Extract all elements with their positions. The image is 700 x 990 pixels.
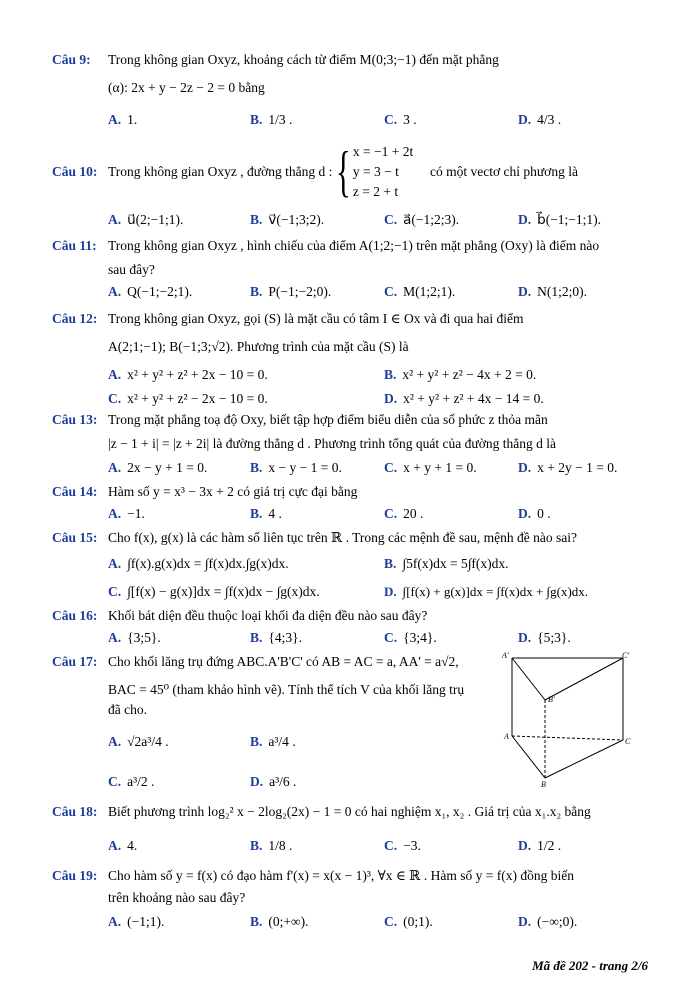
question-stem: Trong không gian Oxyz, gọi (S) là mặt cầu có tâm I ∈ Ox và đi qua hai điểm [108, 311, 524, 326]
question-stem: Trong không gian Oxyz , hình chiếu của điểm A(1;2;−1) trên mặt phẳng (Oxy) là điểm nào [108, 238, 600, 253]
option-a[interactable]: A. 1. [108, 112, 138, 127]
question-label: Câu 19: [52, 868, 98, 883]
question-stem: Trong mặt phẳng toạ độ Oxy, biết tập hợp điểm biểu diễn của số phức z thỏa mãn [108, 412, 548, 427]
option-b[interactable]: B. v⃗(−1;3;2). [250, 212, 325, 227]
question-stem: Trong không gian Oxyz , đường thẳng d : [108, 164, 333, 179]
option-b[interactable]: B. {4;3}. [250, 630, 302, 645]
label-b: B [541, 780, 546, 789]
question-label: Câu 14: [52, 484, 98, 499]
question-label: Câu 16: [52, 608, 98, 623]
equation-system: { x = −1 + 2t y = 3 − t z = 2 + t [336, 141, 414, 203]
option-a[interactable]: A. √2a³/4 . [108, 734, 169, 749]
option-d[interactable]: D. b⃗(−1;−1;1). [518, 212, 602, 227]
option-d[interactable]: D. x² + y² + z² + 4x − 14 = 0. [384, 391, 544, 406]
question-stem: (α): 2x + y − 2z − 2 = 0 bằng [108, 80, 265, 95]
label-a-prime: A' [502, 651, 509, 660]
option-a[interactable]: A. ∫f(x).g(x)dx = ∫f(x)dx.∫g(x)dx. [108, 556, 289, 571]
option-b[interactable]: B. x − y − 1 = 0. [250, 460, 342, 475]
option-c[interactable]: C. (0;1). [384, 914, 433, 929]
question-stem: Hàm số y = x³ − 3x + 2 có giá trị cực đại bằng [108, 484, 358, 499]
question-stem: Trong không gian Oxyz, khoảng cách từ điểm M(0;3;−1) đến mặt phẳng [108, 52, 499, 67]
question-stem: trên khoảng nào sau đây? [108, 890, 246, 905]
question-stem: Cho khối lăng trụ đứng ABC.A'B'C' có AB = AC = a, AA' = a√2, [108, 654, 459, 669]
option-d[interactable]: D. N(1;2;0). [518, 284, 587, 299]
option-c[interactable]: C. {3;4}. [384, 630, 437, 645]
option-c[interactable]: C. a⃗(−1;2;3). [384, 212, 460, 227]
option-a[interactable]: A. 4. [108, 838, 138, 853]
question-label: Câu 18: [52, 804, 98, 819]
page-footer: Mã đề 202 - trang 2/6 [532, 958, 648, 973]
question-label: Câu 11: [52, 238, 97, 253]
question-stem: |z − 1 + i| = |z + 2i| là đường thẳng d . Phương trình tổng quát của đường thẳng d là [108, 436, 556, 451]
label-b-prime: B' [548, 695, 555, 704]
option-c[interactable]: C. 20 . [384, 506, 424, 521]
option-c[interactable]: C. 3 . [384, 112, 417, 127]
option-b[interactable]: B. 4 . [250, 506, 282, 521]
question-stem: Cho f(x), g(x) là các hàm số liên tục trên ℝ . Trong các mệnh đề sau, mệnh đề nào sai? [108, 530, 577, 545]
option-d[interactable]: D. ∫[f(x) + g(x)]dx = ∫f(x)dx + ∫g(x)dx. [384, 584, 589, 599]
label-c-prime: C' [622, 651, 630, 660]
option-d[interactable]: D. 4/3 . [518, 112, 562, 127]
question-label: Câu 15: [52, 530, 98, 545]
option-b[interactable]: B. (0;+∞). [250, 914, 309, 929]
option-b[interactable]: B. a³/4 . [250, 734, 296, 749]
option-a[interactable]: A. (−1;1). [108, 914, 165, 929]
question-label: Câu 10: [52, 164, 98, 179]
label-c: C [625, 737, 631, 746]
option-a[interactable]: A. −1. [108, 506, 145, 521]
question-label: Câu 12: [52, 311, 98, 326]
option-a[interactable]: A. {3;5}. [108, 630, 161, 645]
option-b[interactable]: B. P(−1;−2;0). [250, 284, 332, 299]
option-c[interactable]: C. a³/2 . [108, 774, 155, 789]
label-a: A [504, 732, 509, 741]
question-stem: A(2;1;−1); B(−1;3;√2). Phương trình của mặt cầu (S) là [108, 339, 409, 354]
option-d[interactable]: D. (−∞;0). [518, 914, 578, 929]
option-b[interactable]: B. 1/3 . [250, 112, 293, 127]
option-a[interactable]: A. Q(−1;−2;1). [108, 284, 193, 299]
option-d[interactable]: D. 1/2 . [518, 838, 562, 853]
option-a[interactable]: A. 2x − y + 1 = 0. [108, 460, 208, 475]
option-c[interactable]: C. −3. [384, 838, 421, 853]
question-label: Câu 17: [52, 654, 98, 669]
question-stem: có một vectơ chỉ phương là [430, 164, 578, 179]
question-stem: BAC = 45⁰ (tham khảo hình vẽ). Tính thể tích V của khối lăng trụ [108, 682, 465, 697]
option-c[interactable]: C. x + y + 1 = 0. [384, 460, 477, 475]
option-d[interactable]: D. 0 . [518, 506, 551, 521]
option-a[interactable]: A. x² + y² + z² + 2x − 10 = 0. [108, 367, 268, 382]
option-d[interactable]: D. a³/6 . [250, 774, 297, 789]
question-label: Câu 9: [52, 52, 91, 67]
option-b[interactable]: B. 1/8 . [250, 838, 293, 853]
question-stem: Biết phương trình log₂² x − 2log₂(2x) − 1 = 0 có hai nghiệm x₁, x₂ . Giá trị của x₁.x₂ bằng [108, 804, 591, 819]
option-c[interactable]: C. M(1;2;1). [384, 284, 456, 299]
option-c[interactable]: C. ∫[f(x) − g(x)]dx = ∫f(x)dx − ∫g(x)dx. [108, 584, 320, 599]
option-b[interactable]: B. ∫5f(x)dx = 5∫f(x)dx. [384, 556, 509, 571]
prism-figure [498, 650, 633, 790]
option-b[interactable]: B. x² + y² + z² − 4x + 2 = 0. [384, 367, 537, 382]
option-d[interactable]: D. {5;3}. [518, 630, 571, 645]
option-d[interactable]: D. x + 2y − 1 = 0. [518, 460, 618, 475]
question-label: Câu 13: [52, 412, 98, 427]
question-stem: Cho hàm số y = f(x) có đạo hàm f'(x) = x(x − 1)³, ∀x ∈ ℝ . Hàm số y = f(x) đồng biến [108, 868, 574, 883]
question-stem: Khối bát diện đều thuộc loại khối đa diện đều nào sau đây? [108, 608, 428, 623]
question-stem: sau đây? [108, 262, 155, 277]
option-a[interactable]: A. u⃗(2;−1;1). [108, 212, 184, 227]
option-c[interactable]: C. x² + y² + z² − 2x − 10 = 0. [108, 391, 268, 406]
question-stem: đã cho. [108, 702, 147, 717]
